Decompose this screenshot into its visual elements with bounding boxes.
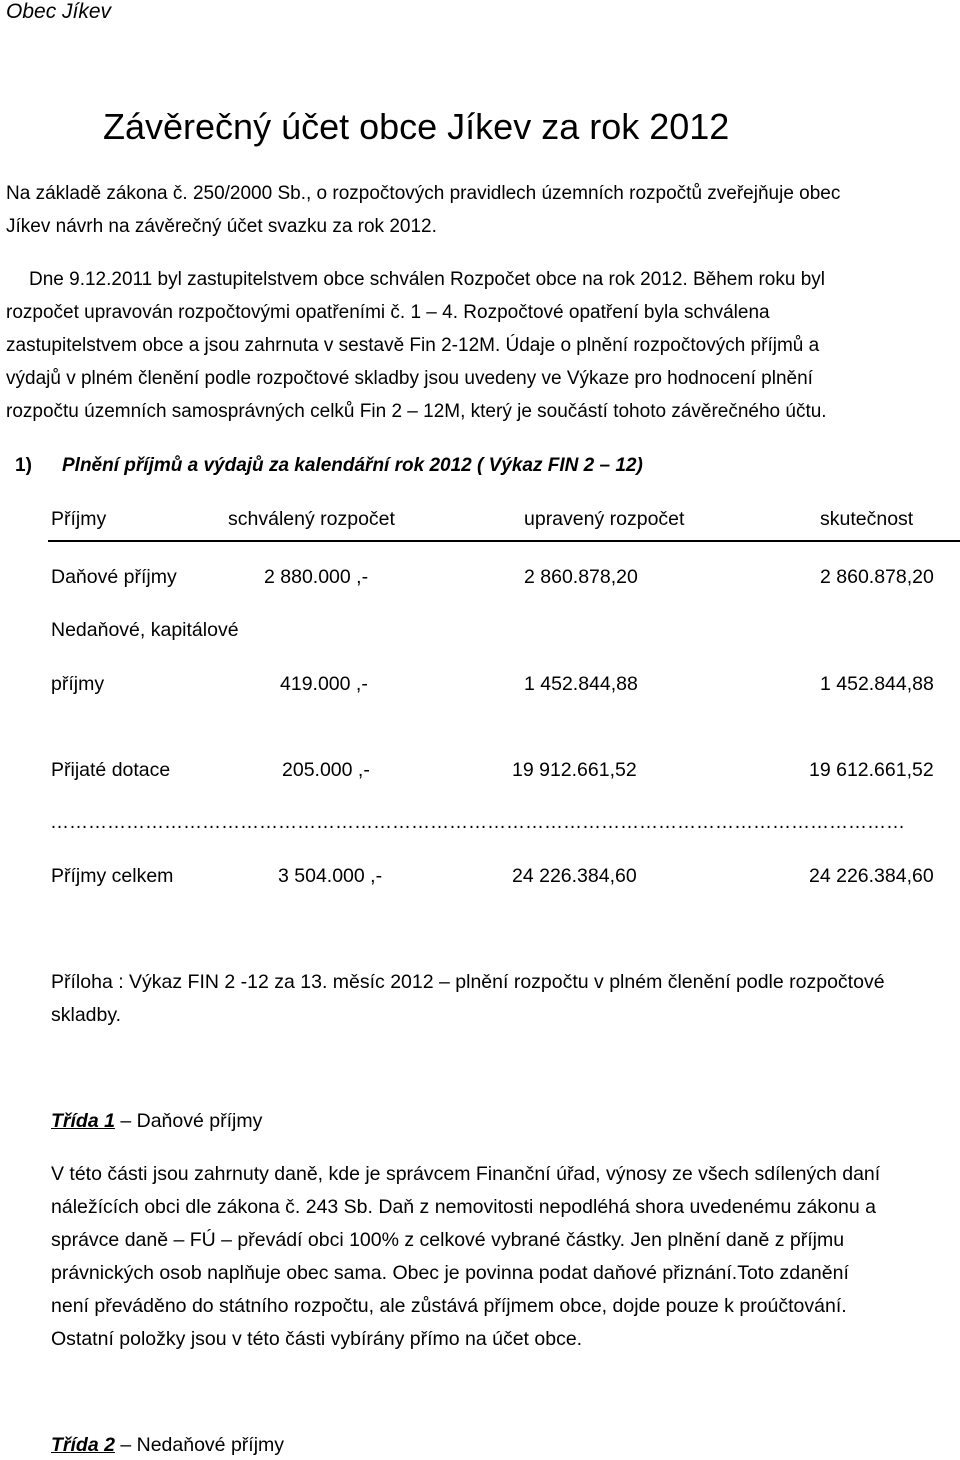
table-header-prijmy: Příjmy <box>51 508 107 530</box>
trida-1-line-1: V této části jsou zahrnuty daně, kde je správcem Finanční úřad, výnosy ze všech sdílených daní <box>51 1163 881 1185</box>
row-dotace-upraveny: 19 912.661,52 <box>512 759 637 781</box>
table-dotted-separator: ……………………………………………………………………………………………………………………… <box>50 812 905 833</box>
table-header-schvaleny: schválený rozpočet <box>228 508 395 530</box>
row-nedanove-schvaleny: 419.000 ,- <box>280 673 368 695</box>
municipality-header: Obec Jíkev <box>6 0 112 23</box>
priloha-line-2: skladby. <box>51 1004 122 1026</box>
section-1-heading <box>15 455 643 477</box>
body-line-3: zastupitelstvem obce a jsou zahrnuta v sestavě Fin 2-12M. Údaje o plnění rozpočtových příjmů a <box>6 335 820 356</box>
body-line-1: Dne 9.12.2011 byl zastupitelstvem obce schválen Rozpočet obce na rok 2012. Během roku byl <box>29 269 826 290</box>
row-nedanove-label-1: Nedaňové, kapitálové <box>51 619 239 641</box>
row-danove-schvaleny: 2 880.000 ,- <box>264 566 369 588</box>
priloha-line-1: Příloha : Výkaz FIN 2 -12 za 13. měsíc 2012 – plnění rozpočtu v plném členění podle rozpočtové <box>51 971 885 993</box>
section-1-number: 1) <box>15 455 32 476</box>
trida-1-line-5: není převáděno do státního rozpočtu, ale zůstává příjmem obce, dojde pouze k proúčtování. <box>51 1295 847 1317</box>
trida-2-label: Třída 2 <box>51 1434 115 1456</box>
trida-1-line-3: správce daně – FÚ – převádí obci 100% z celkové vybrané částky. Jen plnění daně z příjmu <box>51 1229 845 1251</box>
row-dotace-label: Přijaté dotace <box>51 759 171 781</box>
row-nedanove-skutecnost: 1 452.844,88 <box>820 673 934 695</box>
row-danove-upraveny: 2 860.878,20 <box>524 566 638 588</box>
row-nedanove-label-2: příjmy <box>51 673 105 695</box>
row-total-label: Příjmy celkem <box>51 865 174 887</box>
row-danove-skutecnost: 2 860.878,20 <box>820 566 934 588</box>
section-1-title: Plnění příjmů a výdajů za kalendářní rok 2012 ( Výkaz FIN 2 – 12) <box>62 455 643 476</box>
body-line-5: rozpočtu územních samosprávných celků Fin 2 – 12M, který je součástí tohoto závěrečného účtu. <box>6 401 827 422</box>
body-line-2: rozpočet upravován rozpočtovými opatřeními č. 1 – 4. Rozpočtové opatření byla schválena <box>6 302 770 323</box>
row-dotace-schvaleny: 205.000 ,- <box>282 759 370 781</box>
row-nedanove-upraveny: 1 452.844,88 <box>524 673 638 695</box>
row-dotace-skutecnost: 19 612.661,52 <box>809 759 934 781</box>
trida-1-line-6: Ostatní položky jsou v této části vybírány přímo na účet obce. <box>51 1328 583 1350</box>
row-total-schvaleny: 3 504.000 ,- <box>278 865 383 887</box>
intro-line-2: Jíkev návrh na závěrečný účet svazku za rok 2012. <box>6 216 437 237</box>
intro-line-1: Na základě zákona č. 250/2000 Sb., o rozpočtových pravidlech územních rozpočtů zveřejňuje obec <box>6 183 841 204</box>
row-total-upraveny: 24 226.384,60 <box>512 865 637 887</box>
row-danove-label: Daňové příjmy <box>51 566 177 588</box>
trida-2-title: – Nedaňové příjmy <box>114 1434 285 1456</box>
trida-1-heading <box>51 1110 262 1133</box>
row-total-skutecnost: 24 226.384,60 <box>809 865 934 887</box>
trida-1-line-4: právnických osob naplňuje obec sama. Obec je povinna podat daňové přiznání.Toto zdanění <box>51 1262 849 1284</box>
trida-1-line-2: náležících obci dle zákona č. 243 Sb. Daň z nemovitosti nepodléhá shora uvedenému zákonu a <box>51 1196 876 1218</box>
body-line-4: výdajů v plném členění podle rozpočtové skladby jsou uvedeny ve Výkaze pro hodnocení plnění <box>6 368 813 389</box>
page-title: Závěrečný účet obce Jíkev za rok 2012 <box>103 106 730 147</box>
table-header-skutecnost: skutečnost <box>820 508 914 530</box>
trida-2-heading <box>51 1434 284 1457</box>
trida-1-label: Třída 1 <box>51 1110 115 1132</box>
table-header-rule <box>48 540 960 542</box>
table-header-upraveny: upravený rozpočet <box>524 508 685 530</box>
trida-1-title: – Daňové příjmy <box>114 1110 263 1132</box>
